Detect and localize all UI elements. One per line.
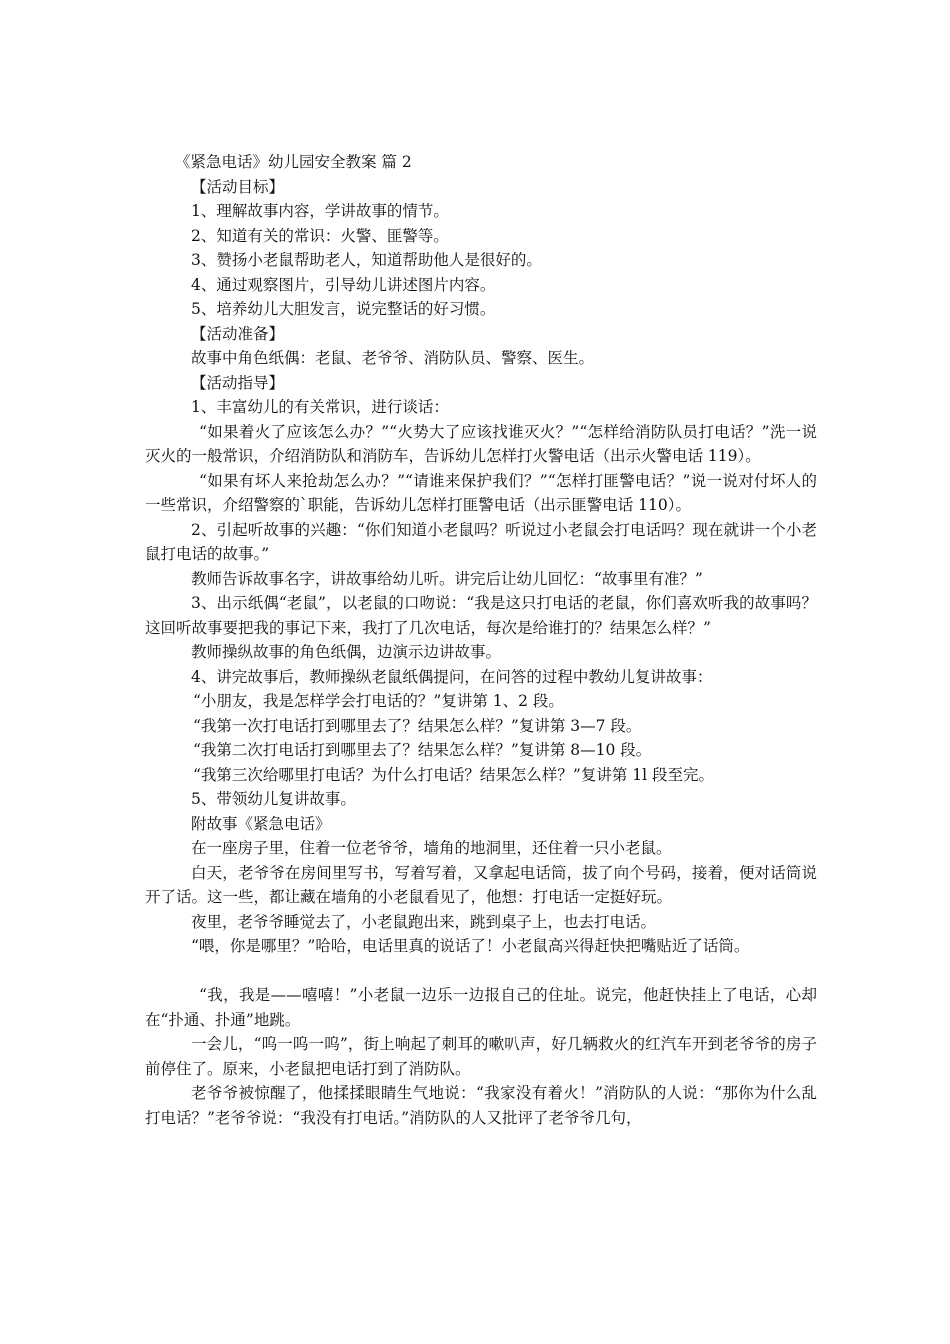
question-item-4: “我第三次给哪里打电话？为什么打电话？结果怎么样？”复讲第 1l 段至完。 <box>193 765 715 784</box>
question-item-2: “我第一次打电话打到哪里去了？结果怎么样？”复讲第 3—7 段。 <box>193 716 642 735</box>
guide-step-1: 1、丰富幼儿的有关常识，进行谈话： <box>191 398 449 416</box>
document-body <box>145 150 817 1130</box>
story-title: 附故事《紧急电话》 <box>191 814 331 833</box>
story-paragraph-3: 夜里，老爷爷睡觉去了，小老鼠跑出来，跳到桌子上，也去打电话。 <box>191 912 657 931</box>
paragraph-teacher-tells: 教师告诉故事名字，讲故事给幼儿听。讲完后让幼儿回忆：“故事里有准？” <box>191 569 703 588</box>
section-heading-goals: 【活动目标】 <box>191 177 285 196</box>
paragraph-step-2: 2、引起听故事的兴趣：“你们知道小老鼠吗？听说过小老鼠会打电话吗？现在就讲一个小老鼠打电话的故事。” <box>145 520 817 563</box>
goal-item-1: 1、理解故事内容，学讲故事的情节。 <box>191 202 449 220</box>
section-heading-guide: 【活动指导】 <box>191 373 285 392</box>
goal-item-5: 5、培养幼儿大胆发言，说完整话的好习惯。 <box>191 300 496 318</box>
paragraph-police-safety: “如果有坏人来抢劫怎么办？”“请谁来保护我们？”“怎样打匪警电话？”说一说对付坏人的一些常识，介绍警察的`职能，告诉幼儿怎样打匪警电话（出示匪警电话 110）。 <box>145 471 817 514</box>
paragraph-step-4: 4、讲完故事后，教师操纵老鼠纸偶提问，在问答的过程中教幼儿复讲故事： <box>191 667 713 686</box>
goal-item-3: 3、赞扬小老鼠帮助老人，知道帮助他人是很好的。 <box>191 251 542 269</box>
goal-item-2: 2、知道有关的常识：火警、匪警等。 <box>191 226 449 245</box>
paragraph-teacher-demo: 教师操纵故事的角色纸偶，边演示边讲故事。 <box>191 643 502 661</box>
paragraph-step-3: 3、出示纸偶“老鼠”，以老鼠的口吻说：“我是这只打电话的老鼠，你们喜欢听我的故事吗？这回听故事要把我的事记下来，我打了几次电话，每次是给谁打的？结果怎么样？” <box>145 594 817 637</box>
paragraph-fire-safety: “如果着火了应该怎么办？”“火势大了应该找谁灭火？”“怎样给消防队员打电话？”洗一说灭火的一般常识，介绍消防队和消防车，告诉幼儿怎样打火警电话（出示火警电话 119）。 <box>145 422 817 465</box>
story-paragraph-5: “我，我是——嘻嘻！”小老鼠一边乐一边报自己的住址。说完，他赶快挂上了电话，心却在“扑通、扑通”地跳。 <box>145 986 817 1029</box>
section-heading-prep: 【活动准备】 <box>191 324 285 343</box>
question-item-3: “我第二次打电话打到哪里去了？结果怎么样？”复讲第 8—10 段。 <box>193 741 652 759</box>
paragraph-gap <box>145 959 817 984</box>
guide-step-5: 5、带领幼儿复讲故事。 <box>191 790 356 808</box>
story-paragraph-6: 一会儿，“呜一呜一呜”，街上响起了刺耳的嗽叭声，好几辆救火的红汽车开到老爷爷的房子前停住了。原来，小老鼠把电话打到了消防队。 <box>145 1035 817 1078</box>
story-paragraph-4: “喂，你是哪里？”哈哈，电话里真的说话了！小老鼠高兴得赶快把嘴贴近了话筒。 <box>191 937 750 955</box>
question-item-1: “小朋友，我是怎样学会打电话的？”复讲第 1、2 段。 <box>193 692 564 710</box>
prep-text: 故事中角色纸偶：老鼠、老爷爷、消防队员、警察、医生。 <box>191 349 595 367</box>
story-paragraph-1: 在一座房子里，住着一位老爷爷，墙角的地洞里，还住着一只小老鼠。 <box>191 839 672 857</box>
story-paragraph-2: 白天，老爷爷在房间里写书，写着写着，又拿起电话筒，拔了向个号码，接着，便对话筒说开了话。这一些，都让藏在墙角的小老鼠看见了，他想：打电话一定挺好玩。 <box>145 863 817 906</box>
document-title: 《紧急电话》幼儿园安全教案 篇 2 <box>175 153 412 171</box>
goal-item-4: 4、通过观察图片，引导幼儿讲述图片内容。 <box>191 275 496 294</box>
story-paragraph-7: 老爷爷被惊醒了，他揉揉眼睛生气地说：“我家没有着火！”消防队的人说：“那你为什么乱打电话？”老爷爷说：“我没有打电话。”消防队的人又批评了老爷爷几句， <box>145 1084 817 1127</box>
